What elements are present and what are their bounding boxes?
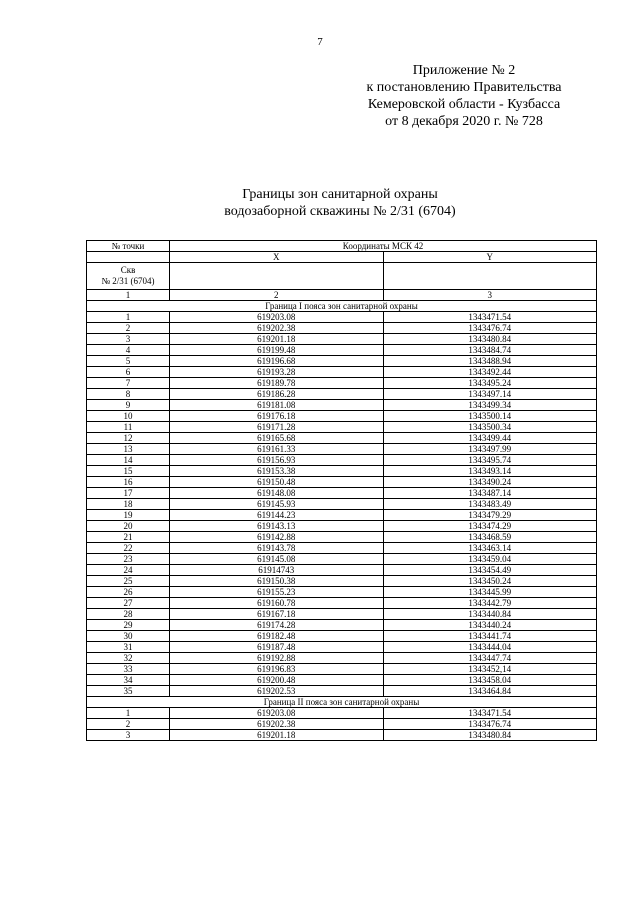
point-number-cell: 18 [87, 499, 170, 510]
x-coordinate-cell: 619202.53 [170, 686, 384, 697]
point-number-cell: 7 [87, 378, 170, 389]
x-coordinate-cell: 619196.68 [170, 356, 384, 367]
y-coordinate-cell: 1343479.29 [383, 510, 597, 521]
x-coordinate-cell: 619143.78 [170, 543, 384, 554]
x-coordinate-cell: 619199.48 [170, 345, 384, 356]
x-coordinate-cell: 61914743 [170, 565, 384, 576]
x-coordinate-cell: 619150.38 [170, 576, 384, 587]
x-coordinate-cell: 619182.48 [170, 631, 384, 642]
point-number-cell: 1 [87, 708, 170, 719]
table-row [87, 510, 597, 521]
table-row [87, 334, 597, 345]
x-coordinate-cell: 619145.93 [170, 499, 384, 510]
point-number-cell: 28 [87, 609, 170, 620]
header-row-1 [87, 241, 597, 252]
empty-header-cell [87, 252, 170, 263]
x-coordinate-cell: 619176.18 [170, 411, 384, 422]
y-coordinate-cell: 1343440.84 [383, 609, 597, 620]
x-coordinate-cell: 619161.33 [170, 444, 384, 455]
table-row [87, 400, 597, 411]
x-coordinate-cell: 619203.08 [170, 708, 384, 719]
y-coordinate-cell: 1343458.04 [383, 675, 597, 686]
point-number-cell: 9 [87, 400, 170, 411]
y-coordinate-cell: 1343495.74 [383, 455, 597, 466]
x-coordinate-cell: 619187.48 [170, 642, 384, 653]
point-number-cell: 29 [87, 620, 170, 631]
y-coordinate-cell: 1343440.24 [383, 620, 597, 631]
point-number-cell: 3 [87, 334, 170, 345]
table-row [87, 730, 597, 741]
table-row [87, 367, 597, 378]
y-coordinate-cell: 1343445.99 [383, 587, 597, 598]
point-number-cell: 11 [87, 422, 170, 433]
point-number-cell: 6 [87, 367, 170, 378]
x-coordinate-cell: 619171.28 [170, 422, 384, 433]
y-coordinate-cell: 1343441.74 [383, 631, 597, 642]
column-number-3: 3 [383, 290, 597, 301]
appendix-line-1: Приложение № 2 [412, 63, 516, 78]
y-coordinate-cell: 1343452,14 [383, 664, 597, 675]
y-coordinate-cell: 1343497.99 [383, 444, 597, 455]
point-number-cell: 16 [87, 477, 170, 488]
x-coordinate-cell: 619148.08 [170, 488, 384, 499]
table-row [87, 444, 597, 455]
point-number-cell: 22 [87, 543, 170, 554]
x-coordinate-cell: 619160.78 [170, 598, 384, 609]
table-row [87, 345, 597, 356]
well-label-line-2: № 2/31 (6704) [101, 276, 155, 286]
table-row [87, 598, 597, 609]
point-number-cell: 13 [87, 444, 170, 455]
x-coordinate-cell: 619201.18 [170, 334, 384, 345]
point-number-cell: 25 [87, 576, 170, 587]
y-coordinate-cell: 1343487.14 [383, 488, 597, 499]
x-coordinate-cell: 619200.48 [170, 675, 384, 686]
section-1-header-title: Граница I пояса зон санитарной охраны [87, 301, 597, 312]
point-number-cell: 20 [87, 521, 170, 532]
coordinates-table-body [87, 241, 597, 741]
point-number-cell: 5 [87, 356, 170, 367]
y-coordinate-cell: 1343474.29 [383, 521, 597, 532]
x-coordinate-cell: 619196.83 [170, 664, 384, 675]
column-number-1: 1 [87, 290, 170, 301]
coord-system-header: Координаты МСК 42 [170, 241, 597, 252]
page-number: 7 [317, 36, 323, 48]
appendix-line-4: от 8 декабря 2020 г. № 728 [385, 114, 543, 129]
table-row [87, 389, 597, 400]
coordinates-table [86, 240, 597, 741]
table-row [87, 466, 597, 477]
table-row [87, 433, 597, 444]
appendix-block [330, 62, 598, 130]
table-row [87, 708, 597, 719]
table-row [87, 576, 597, 587]
point-number-cell: 14 [87, 455, 170, 466]
point-number-cell: 1 [87, 312, 170, 323]
y-coordinate-cell: 1343500.34 [383, 422, 597, 433]
point-number-cell: 26 [87, 587, 170, 598]
x-coordinate-cell: 619193.28 [170, 367, 384, 378]
y-coordinate-cell: 1343493.14 [383, 466, 597, 477]
y-coordinate-cell: 1343476.74 [383, 719, 597, 730]
y-coordinate-cell: 1343444.04 [383, 642, 597, 653]
y-coordinate-cell: 1343471.54 [383, 708, 597, 719]
point-number-cell: 34 [87, 675, 170, 686]
col-x-header: X [170, 252, 384, 263]
y-coordinate-cell: 1343476.74 [383, 323, 597, 334]
table-row [87, 631, 597, 642]
x-coordinate-cell: 619150.48 [170, 477, 384, 488]
y-coordinate-cell: 1343447.74 [383, 653, 597, 664]
table-row [87, 554, 597, 565]
header-row-2 [87, 252, 597, 263]
point-number-cell: 32 [87, 653, 170, 664]
table-row [87, 543, 597, 554]
y-coordinate-cell: 1343480.84 [383, 730, 597, 741]
x-coordinate-cell: 619156.93 [170, 455, 384, 466]
x-coordinate-cell: 619192.88 [170, 653, 384, 664]
column-numbers-row [87, 290, 597, 301]
x-coordinate-cell: 619145.08 [170, 554, 384, 565]
x-coordinate-cell: 619203.08 [170, 312, 384, 323]
x-coordinate-cell: 619201.18 [170, 730, 384, 741]
appendix-line-3: Кемеровской области - Кузбасса [367, 97, 561, 112]
table-row [87, 609, 597, 620]
section-2-header [87, 697, 597, 708]
table-row [87, 686, 597, 697]
y-coordinate-cell: 1343454.49 [383, 565, 597, 576]
x-coordinate-cell: 619202.38 [170, 719, 384, 730]
table-row [87, 499, 597, 510]
y-coordinate-cell: 1343483.49 [383, 499, 597, 510]
y-coordinate-cell: 1343442.79 [383, 598, 597, 609]
table-row [87, 675, 597, 686]
table-row [87, 323, 597, 334]
x-coordinate-cell: 619174.28 [170, 620, 384, 631]
y-coordinate-cell: 1343488.94 [383, 356, 597, 367]
point-number-cell: 23 [87, 554, 170, 565]
point-number-cell: 17 [87, 488, 170, 499]
y-coordinate-cell: 1343459.04 [383, 554, 597, 565]
section-1-header [87, 301, 597, 312]
well-label-row [87, 263, 597, 290]
well-label-cell [87, 263, 170, 290]
table-row [87, 642, 597, 653]
table-row [87, 719, 597, 730]
point-number-cell: 2 [87, 719, 170, 730]
y-coordinate-cell: 1343480.84 [383, 334, 597, 345]
point-number-cell: 10 [87, 411, 170, 422]
empty-cell [170, 263, 384, 290]
y-coordinate-cell: 1343450.24 [383, 576, 597, 587]
table-row [87, 521, 597, 532]
well-label-line-1: Скв [120, 265, 136, 275]
title-line-2: водозаборной скважины № 2/31 (6704) [224, 204, 456, 219]
y-coordinate-cell: 1343492.44 [383, 367, 597, 378]
y-coordinate-cell: 1343471.54 [383, 312, 597, 323]
col-y-header: Y [383, 252, 597, 263]
point-number-cell: 3 [87, 730, 170, 741]
x-coordinate-cell: 619155.23 [170, 587, 384, 598]
x-coordinate-cell: 619165.68 [170, 433, 384, 444]
y-coordinate-cell: 1343499.44 [383, 433, 597, 444]
x-coordinate-cell: 619144.23 [170, 510, 384, 521]
table-row [87, 587, 597, 598]
point-number-cell: 12 [87, 433, 170, 444]
table-row [87, 411, 597, 422]
y-coordinate-cell: 1343490.24 [383, 477, 597, 488]
table-row [87, 664, 597, 675]
table-row [87, 477, 597, 488]
appendix-line-2: к постановлению Правительства [366, 80, 562, 95]
x-coordinate-cell: 619153.38 [170, 466, 384, 477]
table-row [87, 356, 597, 367]
table-row [87, 620, 597, 631]
point-number-cell: 27 [87, 598, 170, 609]
point-number-cell: 15 [87, 466, 170, 477]
empty-cell [383, 263, 597, 290]
y-coordinate-cell: 1343468.59 [383, 532, 597, 543]
point-number-cell: 2 [87, 323, 170, 334]
table-row [87, 455, 597, 466]
x-coordinate-cell: 619143.13 [170, 521, 384, 532]
section-2-header-title: Граница II пояса зон санитарной охраны [87, 697, 597, 708]
x-coordinate-cell: 619202.38 [170, 323, 384, 334]
document-title [0, 186, 640, 220]
point-number-cell: 21 [87, 532, 170, 543]
y-coordinate-cell: 1343464.84 [383, 686, 597, 697]
point-number-cell: 31 [87, 642, 170, 653]
point-number-cell: 19 [87, 510, 170, 521]
point-number-cell: 33 [87, 664, 170, 675]
y-coordinate-cell: 1343484.74 [383, 345, 597, 356]
point-number-cell: 24 [87, 565, 170, 576]
table-row [87, 565, 597, 576]
y-coordinate-cell: 1343499.34 [383, 400, 597, 411]
point-number-cell: 35 [87, 686, 170, 697]
point-number-cell: 4 [87, 345, 170, 356]
x-coordinate-cell: 619181.08 [170, 400, 384, 411]
x-coordinate-cell: 619189.78 [170, 378, 384, 389]
y-coordinate-cell: 1343500.14 [383, 411, 597, 422]
y-coordinate-cell: 1343463.14 [383, 543, 597, 554]
table-row [87, 378, 597, 389]
col-point-header: № точки [87, 241, 170, 252]
table-row [87, 422, 597, 433]
x-coordinate-cell: 619142.88 [170, 532, 384, 543]
x-coordinate-cell: 619167.18 [170, 609, 384, 620]
x-coordinate-cell: 619186.28 [170, 389, 384, 400]
table-row [87, 488, 597, 499]
table-row [87, 653, 597, 664]
title-line-1: Границы зон санитарной охраны [242, 187, 438, 202]
point-number-cell: 30 [87, 631, 170, 642]
y-coordinate-cell: 1343495.24 [383, 378, 597, 389]
column-number-2: 2 [170, 290, 384, 301]
y-coordinate-cell: 1343497.14 [383, 389, 597, 400]
table-row [87, 312, 597, 323]
point-number-cell: 8 [87, 389, 170, 400]
table-row [87, 532, 597, 543]
